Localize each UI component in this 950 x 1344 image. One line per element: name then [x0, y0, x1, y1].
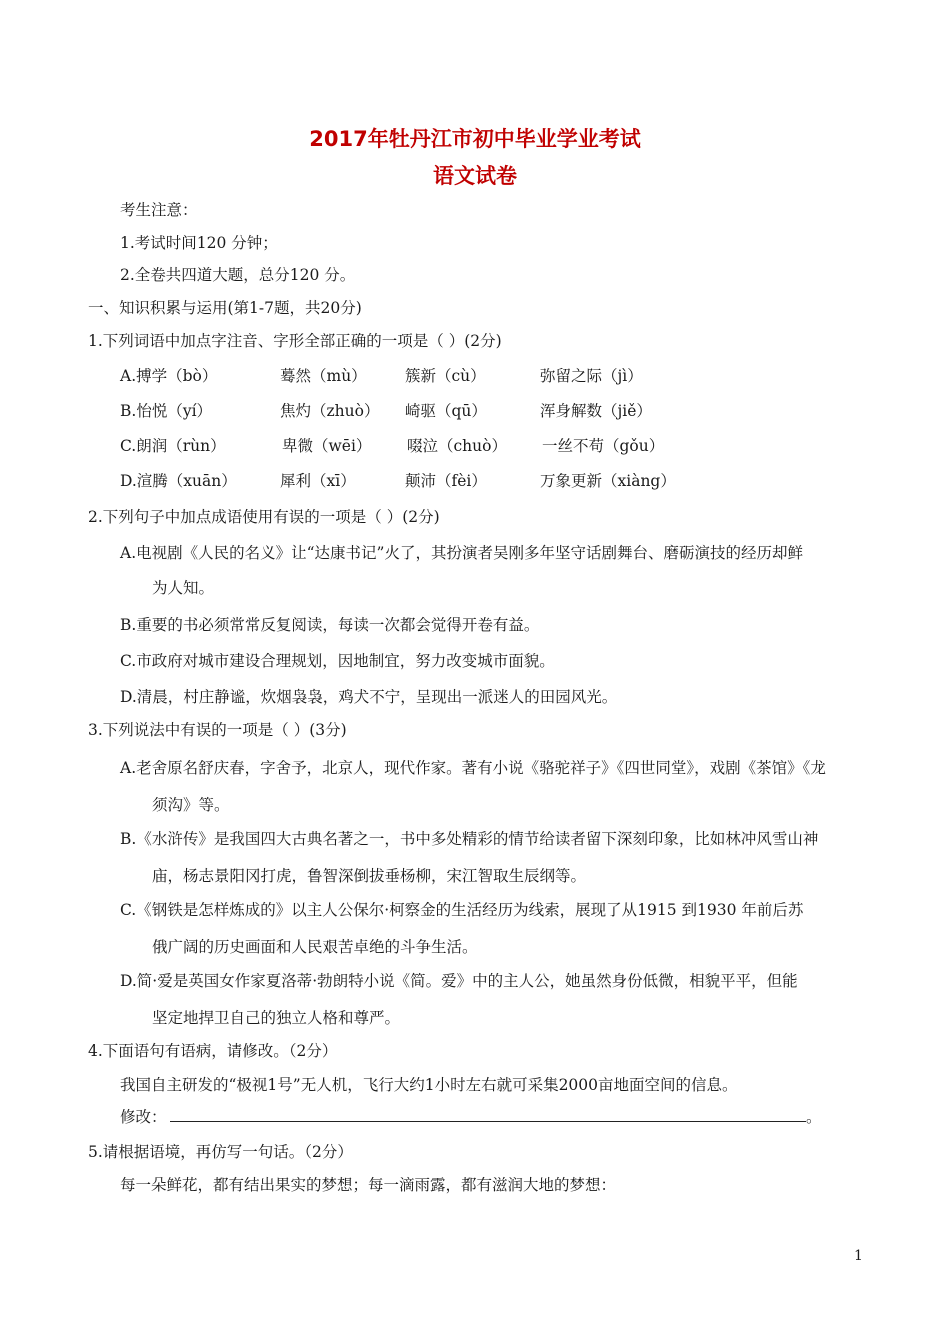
- page-number: 1: [854, 1248, 863, 1264]
- q2-stem: 2.下列句子中加点成语使用有误的一项是（ ）(2分): [88, 508, 440, 526]
- q5-prompt: 每一朵鲜花，都有结出果实的梦想；每一滴雨露，都有滋润大地的梦想：: [120, 1176, 617, 1194]
- q2-option-a-line1: A.电视剧《人民的名义》让“达康书记”火了，其扮演者吴刚多年坚守话剧舞台、磨砺演技的经历却鲜: [120, 544, 803, 562]
- q1-a-2: 蓦然（mù）: [280, 367, 367, 385]
- q1-d-3: 颠沛（fèi）: [405, 472, 487, 490]
- q3-option-b-line1: B.《水浒传》是我国四大古典名著之一，书中多处精彩的情节给读者留下深刻印象，比如林冲风雪山神: [120, 830, 819, 848]
- q1-c-4: 一丝不苟（gǒu）: [542, 437, 665, 455]
- q3-option-a-line2: 须沟》等。: [152, 796, 230, 814]
- section-1-heading: 一、知识积累与运用(第1-7题，共20分): [88, 299, 362, 317]
- q4-answer-end: 。: [806, 1108, 822, 1126]
- q4-sentence: 我国自主研发的“极视1号”无人机，飞行大约1小时左右就可采集2000亩地面空间的信息。: [120, 1076, 738, 1094]
- notice-heading: 考生注意：: [120, 201, 198, 219]
- q2-option-d: D.清晨，村庄静谧，炊烟袅袅，鸡犬不宁，呈现出一派迷人的田园风光。: [120, 688, 618, 706]
- q3-option-d-line2: 坚定地捍卫自己的独立人格和尊严。: [152, 1009, 401, 1027]
- q1-stem: 1.下列词语中加点字注音、字形全部正确的一项是（ ）(2分): [88, 332, 502, 350]
- q1-a-1: A.搏学（bò）: [120, 367, 218, 385]
- q3-option-d-line1: D.简·爱是英国女作家夏洛蒂·勃朗特小说《简。爱》中的主人公，她虽然身份低微，相貌平平，但能: [120, 972, 798, 990]
- q1-d-4: 万象更新（xiàng）: [540, 472, 676, 490]
- q4-answer-label: 修改：: [120, 1108, 167, 1126]
- exam-title: 2017年牡丹江市初中毕业学业考试: [309, 127, 641, 151]
- q1-a-4: 弥留之际（jì）: [540, 367, 643, 385]
- q1-b-1: B.怡悦（yí）: [120, 402, 213, 420]
- q2-option-c: C.市政府对城市建设合理规划，因地制宜，努力改变城市面貌。: [120, 652, 555, 670]
- q1-c-3: 啜泣（chuò）: [407, 437, 507, 455]
- q1-b-4: 浑身解数（jiě）: [540, 402, 652, 420]
- q4-answer-blank[interactable]: [170, 1121, 806, 1122]
- q1-c-1: C.朗润（rùn）: [120, 437, 226, 455]
- q1-d-2: 犀利（xī）: [280, 472, 356, 490]
- q1-d-1: D.渲腾（xuān）: [120, 472, 237, 490]
- notice-item-1: 1.考试时间120 分钟；: [120, 234, 278, 252]
- q1-a-3: 簇新（cù）: [405, 367, 486, 385]
- q1-b-3: 崎驱（qū）: [405, 402, 487, 420]
- q5-stem: 5.请根据语境，再仿写一句话。（2分）: [88, 1143, 353, 1161]
- q3-option-c-line2: 俄广阔的历史画面和人民艰苦卓绝的斗争生活。: [152, 938, 478, 956]
- q1-b-2: 焦灼（zhuò）: [280, 402, 380, 420]
- q2-option-b: B.重要的书必须常常反复阅读，每读一次都会觉得开卷有益。: [120, 616, 540, 634]
- q3-stem: 3.下列说法中有误的一项是（ ）(3分): [88, 721, 347, 739]
- notice-item-2: 2.全卷共四道大题，总分120 分。: [120, 266, 356, 284]
- q3-option-a-line1: A.老舍原名舒庆春，字舍予，北京人，现代作家。著有小说《骆驼祥子》《四世同堂》，戏剧《茶馆》《龙: [120, 759, 826, 777]
- q3-option-b-line2: 庙，杨志景阳冈打虎，鲁智深倒拔垂杨柳，宋江智取生辰纲等。: [152, 867, 587, 885]
- q4-stem: 4.下面语句有语病，请修改。（2分）: [88, 1042, 338, 1060]
- q1-c-2: 卑微（wēi）: [282, 437, 372, 455]
- exam-subtitle: 语文试卷: [433, 164, 517, 188]
- q3-option-c-line1: C.《钢铁是怎样炼成的》以主人公保尔·柯察金的生活经历为线索，展现了从1915 到1930 年前后苏: [120, 901, 804, 919]
- q2-option-a-line2: 为人知。: [152, 579, 215, 597]
